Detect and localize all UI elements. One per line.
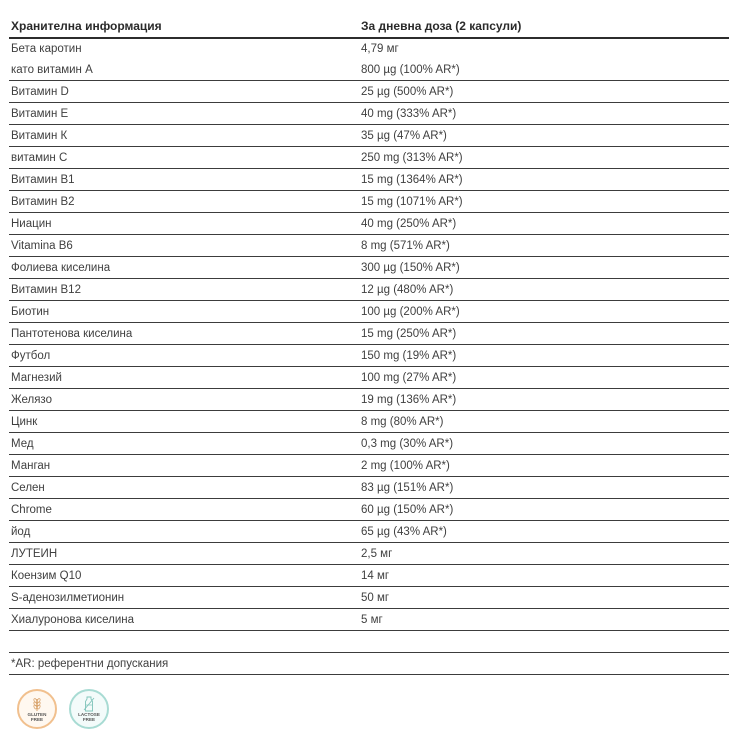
nutrient-name: ЛУТЕИН: [9, 543, 359, 565]
table-row: [9, 38, 729, 59]
nutrient-name: Vitamina B6: [9, 235, 359, 257]
nutrient-value: 15 mg (250% AR*): [359, 323, 729, 345]
nutrient-value: 2,5 мг: [359, 543, 729, 565]
table-row-empty: [9, 631, 729, 653]
nutrition-table: [9, 15, 729, 675]
table-row: [9, 257, 729, 279]
table-body: [9, 38, 729, 675]
nutrient-name: Витамин B2: [9, 191, 359, 213]
table-row: [9, 521, 729, 543]
table-row: [9, 213, 729, 235]
nutrient-value: 8 mg (80% AR*): [359, 411, 729, 433]
nutrient-value: 300 µg (150% AR*): [359, 257, 729, 279]
gluten-free-badge: [17, 689, 57, 729]
nutrient-name: йод: [9, 521, 359, 543]
table-row: [9, 389, 729, 411]
table-row: [9, 411, 729, 433]
nutrient-value: 250 mg (313% AR*): [359, 147, 729, 169]
lactose-free-label-2: FREE: [82, 717, 96, 722]
table-row: [9, 543, 729, 565]
nutrient-value: 50 мг: [359, 587, 729, 609]
table-row: [9, 301, 729, 323]
table-row: [9, 433, 729, 455]
empty-cell: [359, 631, 729, 653]
nutrient-value: 15 mg (1364% AR*): [359, 169, 729, 191]
nutrient-name: S-аденозилметионин: [9, 587, 359, 609]
table-row: [9, 147, 729, 169]
nutrient-value: 40 mg (333% AR*): [359, 103, 729, 125]
footnote-row: [9, 653, 729, 675]
footnote-text: *AR: референтни допускания: [9, 653, 729, 675]
nutrient-value: 15 mg (1071% AR*): [359, 191, 729, 213]
lactose-free-badge: [69, 689, 109, 729]
nutrient-value: 100 µg (200% AR*): [359, 301, 729, 323]
nutrient-name: Витамин D: [9, 81, 359, 103]
nutrient-name: Бета каротин: [11, 43, 82, 55]
nutrient-name: Витамин К: [9, 125, 359, 147]
table-row: [9, 587, 729, 609]
nutrient-name: Витамин Е: [9, 103, 359, 125]
table-row: [9, 81, 729, 103]
header-daily-dose: За дневна доза (2 капсули): [359, 15, 729, 38]
table-row: [9, 103, 729, 125]
header-nutrition-info: Хранителна информация: [9, 15, 359, 38]
certification-badges: [17, 689, 109, 729]
nutrient-value: 25 µg (500% AR*): [359, 81, 729, 103]
nutrient-name: Биотин: [9, 301, 359, 323]
nutrient-name: Витамин B1: [9, 169, 359, 191]
nutrient-name: Коензим Q10: [9, 565, 359, 587]
table-row: [9, 59, 729, 81]
table-row: [9, 323, 729, 345]
nutrient-value: 800 µg (100% AR*): [359, 59, 729, 81]
table-row: [9, 477, 729, 499]
table-row: [9, 499, 729, 521]
nutrient-value: 4,79 мг: [361, 43, 399, 55]
nutrient-name: Манган: [9, 455, 359, 477]
table-row: [9, 125, 729, 147]
nutrient-name: Желязо: [9, 389, 359, 411]
nutrient-name: Ниацин: [9, 213, 359, 235]
nutrient-value: 60 µg (150% AR*): [359, 499, 729, 521]
nutrient-value: 14 мг: [359, 565, 729, 587]
nutrient-value: 100 mg (27% AR*): [359, 367, 729, 389]
nutrient-name: витамин С: [9, 147, 359, 169]
table-row: [9, 169, 729, 191]
nutrient-value: 2 mg (100% AR*): [359, 455, 729, 477]
table-header-row: [9, 15, 729, 38]
table-row: [9, 345, 729, 367]
nutrient-value: 8 mg (571% AR*): [359, 235, 729, 257]
wheat-icon: [29, 696, 45, 712]
table-row: [9, 367, 729, 389]
nutrient-name: Селен: [9, 477, 359, 499]
nutrient-name: Футбол: [9, 345, 359, 367]
milk-bottle-icon: [81, 696, 97, 712]
nutrient-name: Витамин B12: [9, 279, 359, 301]
nutrient-value: 19 mg (136% AR*): [359, 389, 729, 411]
table-row: [9, 279, 729, 301]
nutrient-name: Chrome: [9, 499, 359, 521]
nutrient-name: Цинк: [9, 411, 359, 433]
nutrient-name: Фолиева киселина: [9, 257, 359, 279]
nutrient-value: 65 µg (43% AR*): [359, 521, 729, 543]
lactose-free-label-1: LACTOSE: [78, 712, 100, 717]
nutrient-name: като витамин А: [9, 59, 359, 81]
nutrient-value: 40 mg (250% AR*): [359, 213, 729, 235]
nutrient-value: 5 мг: [359, 609, 729, 631]
nutrient-value: 150 mg (19% AR*): [359, 345, 729, 367]
nutrient-value: 35 µg (47% AR*): [359, 125, 729, 147]
nutrient-name: Пантотенова киселина: [9, 323, 359, 345]
nutrient-value: 83 µg (151% AR*): [359, 477, 729, 499]
table-row: [9, 455, 729, 477]
empty-cell: [9, 631, 359, 653]
table-row: [9, 565, 729, 587]
nutrient-name: Мед: [9, 433, 359, 455]
nutrient-value: 0,3 mg (30% AR*): [359, 433, 729, 455]
gluten-free-label-1: GLUTEN: [27, 712, 47, 717]
table-row: [9, 609, 729, 631]
nutrient-name: Хиалуронова киселина: [9, 609, 359, 631]
nutrient-name: Магнезий: [9, 367, 359, 389]
nutrient-value: 12 µg (480% AR*): [359, 279, 729, 301]
table-row: [9, 191, 729, 213]
gluten-free-label-2: FREE: [30, 717, 44, 722]
table-row: [9, 235, 729, 257]
